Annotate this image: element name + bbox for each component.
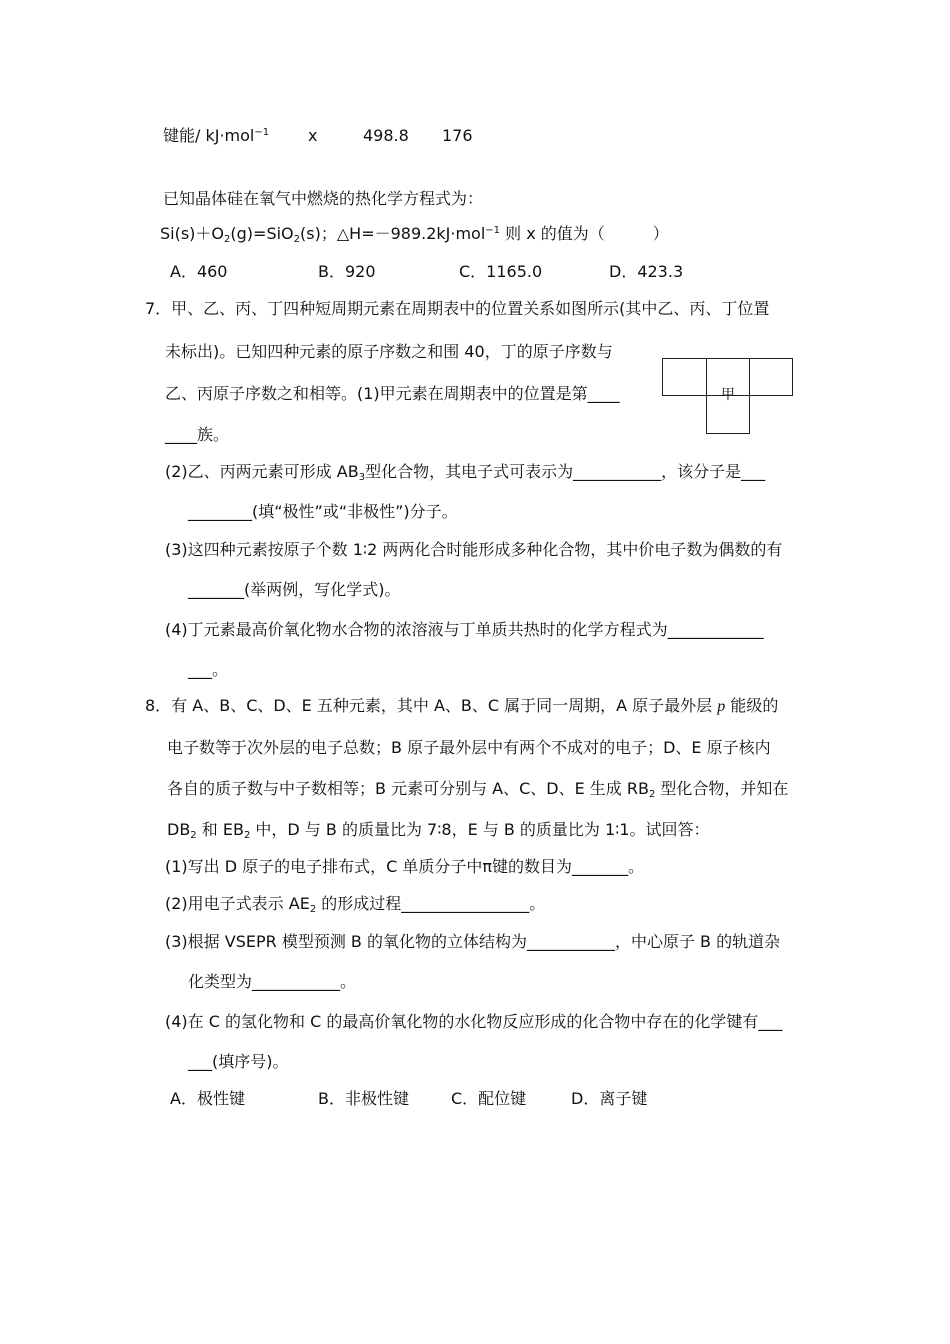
bond-energy-x: x [308,126,318,145]
q7-sub3-line-2: _______(举两例，写化学式)。 [188,580,401,599]
grid-cell-left [662,358,707,396]
q7-line-4: ____族。 [165,425,230,444]
q8-sub3-line-1: (3)根据 VSEPR 模型预测 B 的氧化物的立体结构为___________，中心原子 B 的轨道杂 [165,932,781,951]
q8-sub4-line-1: (4)在 C 的氢化物和 C 的最高价氧化物的水化物反应形成的化合物中存在的化学键有___ [165,1012,783,1031]
q8-option-c: C．配位键 [451,1089,527,1108]
q7-sub3-line-1: (3)这四种元素按原子个数 1∶2 两两化合时能形成多种化合物，其中价电子数为偶数的有 [165,540,783,559]
q7-line-2: 未标出)。已知四种元素的原子序数之和围 40，丁的原子序数与 [165,342,613,361]
q6-intro: 已知晶体硅在氧气中燃烧的热化学方程式为： [163,189,484,208]
q6-option-d: D．423.3 [609,262,684,281]
q8-line-1: 8．有 A、B、C、D、E 五种元素，其中 A、B、C 属于同一周期，A 原子最外层 p 能级的 [145,696,779,715]
q7-line-1: 7．甲、乙、丙、丁四种短周期元素在周期表中的位置关系如图所示(其中乙、丙、丁位置 [145,299,770,318]
q7-line-3: 乙、丙原子序数之和相等。(1)甲元素在周期表中的位置是第____ [165,384,620,403]
q6-equation: $Si(s)+O_2(g)=SiO_2(s)$；△H=－989.2kJ·mol$^{-1}$ 则 x 的值为（ ） [160,224,669,245]
q7-sub2-line-1: (2)乙、丙两元素可形成 $AB_3$型化合物，其电子式可表示为___________，该分子是___ [165,462,766,483]
q8-option-b: B．非极性键 [318,1089,409,1108]
q7-sub4-line-1: (4)丁元素最高价氧化物水合物的浓溶液与丁单质共热时的化学方程式为____________ [165,620,764,639]
q8-line-4: $DB_2$ 和 $EB_2$ 中，D 与 B 的质量比为 7∶8，E 与 B 的质量比为 1∶1。试回答： [167,820,710,841]
q8-line-2: 电子数等于次外层的电子总数；B 原子最外层中有两个不成对的电子；D、E 原子核内 [167,738,771,757]
q6-option-b: B．920 [318,262,376,281]
q8-option-a: A．极性键 [170,1089,245,1108]
q8-sub1: (1)写出 D 原子的电子排布式，C 单质分子中π键的数目为_______。 [165,857,645,876]
q8-sub4-line-2: ___(填序号)。 [188,1052,289,1071]
grid-cell-right [749,358,793,396]
q7-sub2-line-2: ________(填“极性”或“非极性”)分子。 [188,502,458,521]
q6-option-a: A．460 [170,262,228,281]
q7-sub4-line-2: ___。 [188,660,229,679]
q8-sub2: (2)用电子式表示 $AE_2$ 的形成过程________________。 [165,894,546,915]
q8-line-3: 各自的质子数与中子数相等；B 元素可分别与 A、C、D、E 生成 $RB_2$ 型化合物，并知在 [167,779,789,800]
q8-option-d: D．离子键 [571,1089,648,1108]
bond-energy-o2: 498.8 [363,126,409,145]
bond-energy-label: 键能/ kJ·mol$^{-1}$ [163,126,270,145]
q8-sub3-line-2: 化类型为___________。 [188,972,357,991]
q6-option-c: C．1165.0 [459,262,543,281]
grid-label-jia: 甲 [721,387,735,403]
bond-energy-sio: 176 [442,126,473,145]
